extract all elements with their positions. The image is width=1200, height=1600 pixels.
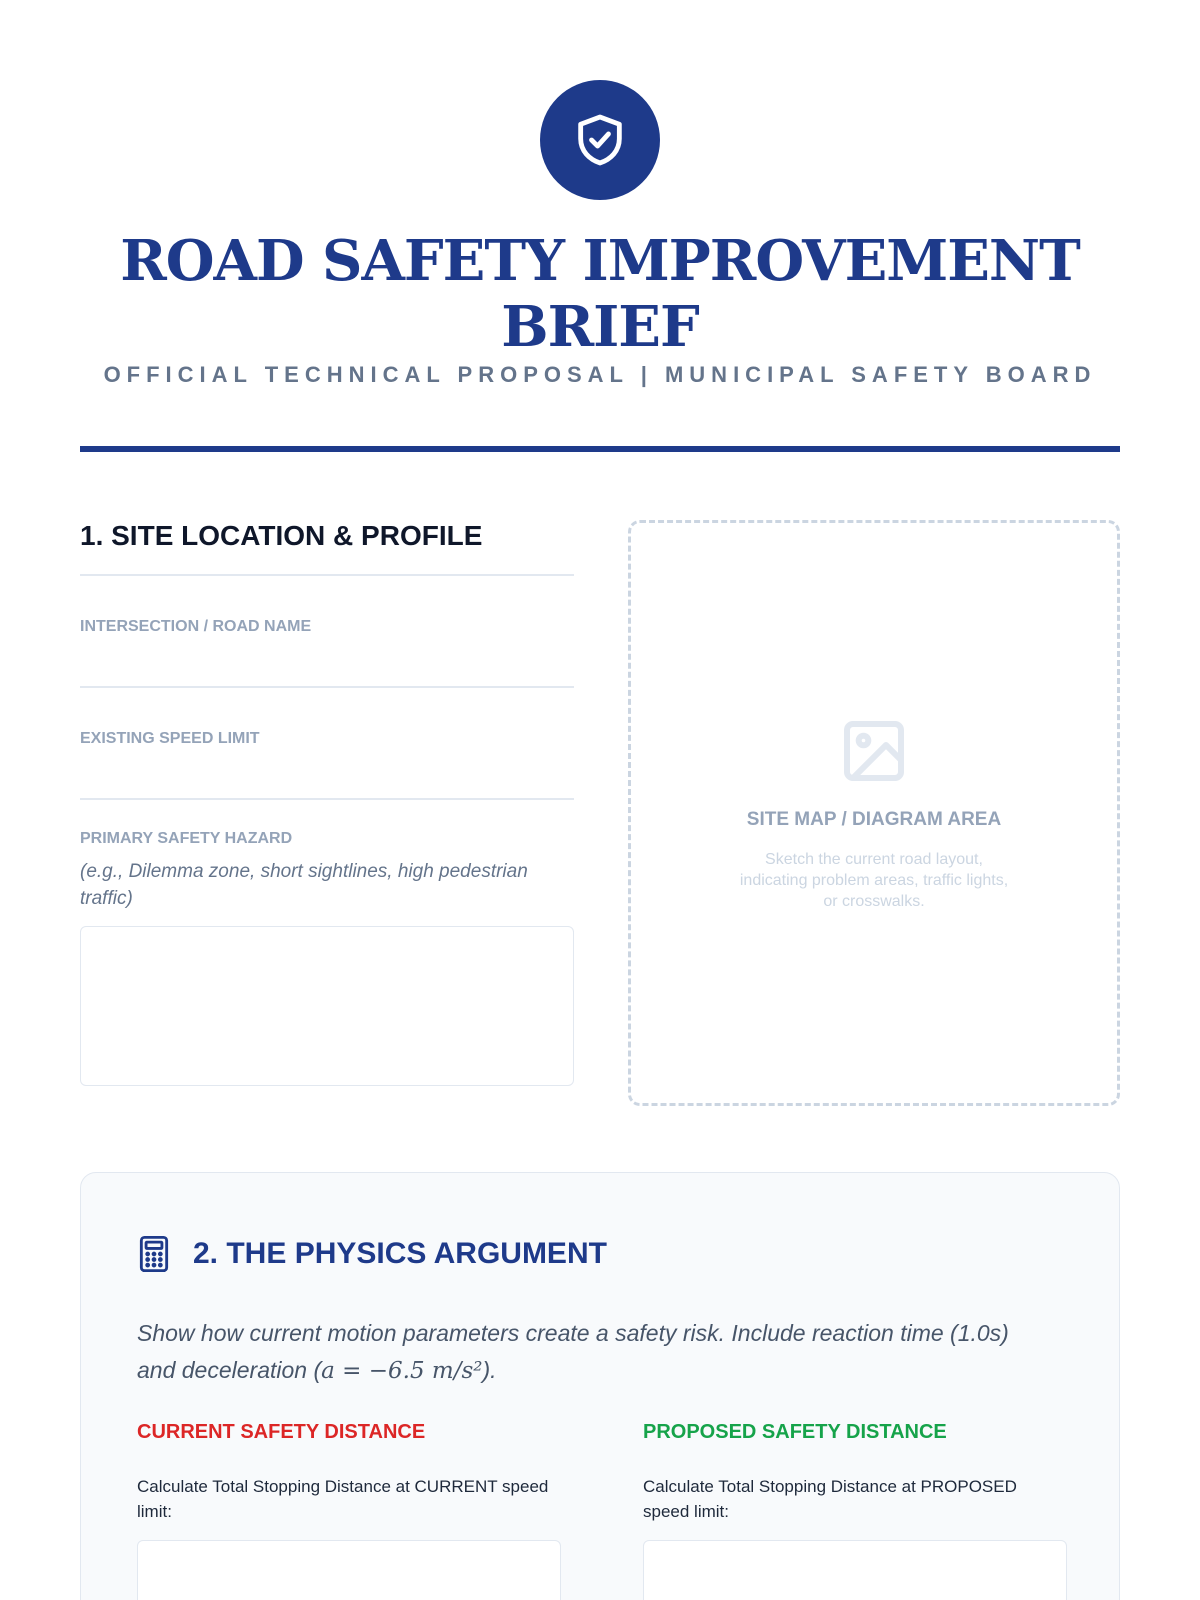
hazard-group bbox=[80, 800, 574, 1086]
proposed-description: Calculate Total Stopping Distance at PROPOSED speed limit: bbox=[643, 1477, 1017, 1521]
proposed-answer-box[interactable] bbox=[643, 1540, 1067, 1600]
hazard-label: PRIMARY SAFETY HAZARD bbox=[80, 830, 293, 847]
header-divider bbox=[80, 446, 1120, 452]
speed-limit-field[interactable] bbox=[80, 688, 574, 800]
hazard-hint: (e.g., Dilemma zone, short sightlines, high pedestrian traffic) bbox=[80, 861, 528, 909]
current-distance-column bbox=[137, 1421, 561, 1600]
header-logo-wrap bbox=[0, 80, 1200, 200]
site-map-area[interactable] bbox=[628, 520, 1120, 1106]
current-title: CURRENT SAFETY DISTANCE bbox=[137, 1421, 426, 1443]
proposed-distance-column bbox=[643, 1421, 1067, 1600]
current-answer-box[interactable] bbox=[137, 1540, 561, 1600]
section-title: 1. SITE LOCATION & PROFILE bbox=[80, 520, 574, 576]
logo-badge bbox=[540, 80, 660, 200]
image-icon bbox=[838, 715, 910, 787]
road-name-field[interactable] bbox=[80, 576, 574, 688]
shield-check-icon bbox=[571, 111, 629, 169]
road-name-label: INTERSECTION / ROAD NAME bbox=[80, 618, 312, 635]
physics-intro bbox=[137, 1315, 1037, 1390]
physics-header bbox=[137, 1235, 607, 1273]
map-title: SITE MAP / DIAGRAM AREA bbox=[746, 808, 1002, 830]
page-title: ROAD SAFETY IMPROVEMENT BRIEF bbox=[120, 228, 1080, 360]
physics-title: 2. THE PHYSICS ARGUMENT bbox=[193, 1237, 607, 1270]
site-location-section bbox=[80, 520, 574, 1086]
physics-section bbox=[80, 1172, 1120, 1600]
speed-limit-label: EXISTING SPEED LIMIT bbox=[80, 730, 260, 747]
page-subtitle: OFFICIAL TECHNICAL PROPOSAL | MUNICIPAL SAFETY BOARD bbox=[103, 362, 1097, 387]
deceleration-formula: a = −6.5 m/s² bbox=[321, 1358, 483, 1384]
calculator-icon bbox=[137, 1235, 171, 1273]
intro-text: Show how current motion parameters create a safety risk. Include reaction time (1.0s) and deceleration ( bbox=[137, 1320, 1009, 1383]
hazard-textarea[interactable] bbox=[80, 926, 574, 1086]
current-description: Calculate Total Stopping Distance at CURRENT speed limit: bbox=[137, 1477, 549, 1521]
map-description: Sketch the current road layout, indicating problem areas, traffic lights, or crosswalks. bbox=[739, 850, 1009, 910]
proposed-title: PROPOSED SAFETY DISTANCE bbox=[643, 1421, 947, 1443]
intro-end: ). bbox=[482, 1357, 497, 1383]
